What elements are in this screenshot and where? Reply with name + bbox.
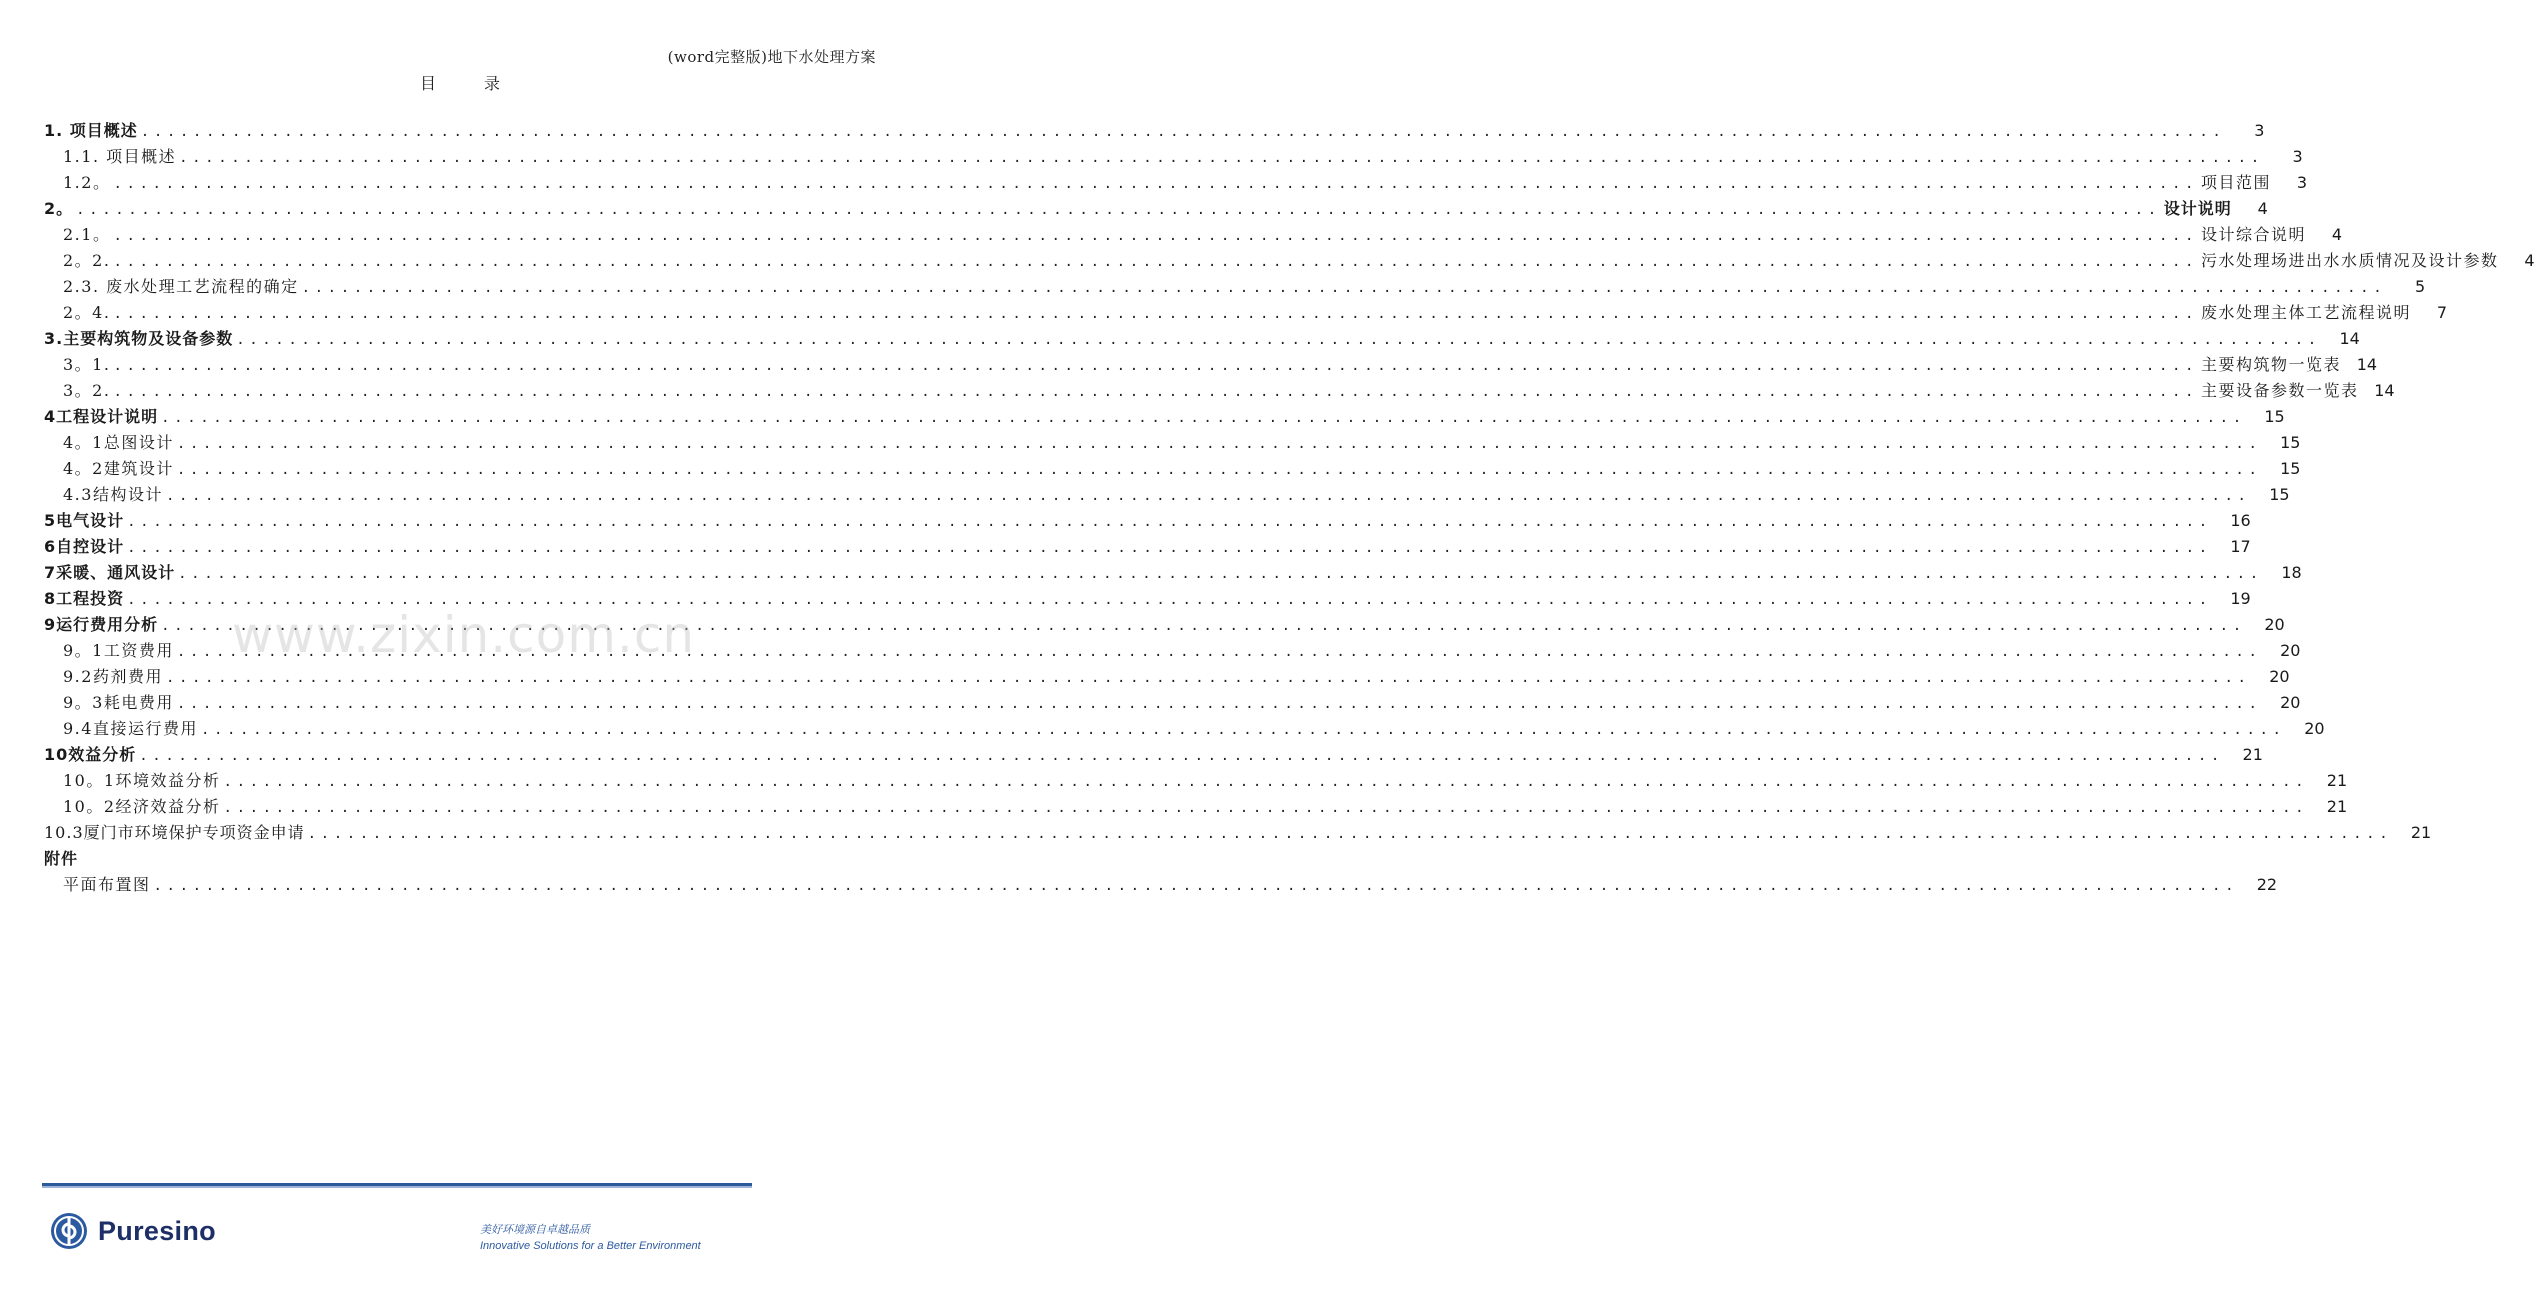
toc-page-number: 15 xyxy=(2264,407,2285,426)
toc-entry-title: 10。2经济效益分析 xyxy=(63,797,221,816)
toc-page-number: 14 xyxy=(2356,355,2378,374)
toc-leader-dots: ................................................................................................................................................................ xyxy=(223,774,2309,790)
toc-entry[interactable] xyxy=(44,508,2251,534)
toc-entry[interactable] xyxy=(44,846,779,872)
toc-leader-dots: ................................................................................................................................................................ xyxy=(176,644,2262,660)
toc-page-number: 15 xyxy=(2269,485,2290,504)
toc-entry[interactable] xyxy=(44,534,2251,560)
toc-entry-title: 4工程设计说明 xyxy=(44,407,159,426)
toc-entry-title: 10效益分析 xyxy=(44,745,137,764)
toc-leader-dots: ................................................................................................................................................................ xyxy=(140,124,2226,140)
toc-page-number: 22 xyxy=(2256,875,2278,894)
toc-leader-dots: ................................................................................................................................................................ xyxy=(178,566,2263,582)
toc-entry[interactable] xyxy=(44,820,2432,846)
toc-page-number: 20 xyxy=(2280,641,2301,660)
slogan-english: Innovative Solutions for a Better Environment xyxy=(480,1240,701,1252)
toc-entry-title: 1. 项目概述 xyxy=(44,121,138,140)
toc-entry[interactable] xyxy=(44,326,2360,352)
toc-page-number: 14 xyxy=(2374,381,2395,400)
toc-entry-title: 7采暖、通风设计 xyxy=(44,563,176,582)
brand-name: Puresino xyxy=(98,1215,216,1246)
table-of-contents xyxy=(44,118,2535,898)
toc-page-number: 20 xyxy=(2280,693,2301,712)
toc-leader-dots: ................................................................................................................................................................ xyxy=(113,306,2199,322)
toc-entry[interactable] xyxy=(44,196,2268,222)
toc-page-number: 16 xyxy=(2230,511,2251,530)
toc-page-number: 7 xyxy=(2436,303,2448,322)
toc-entry[interactable] xyxy=(44,222,2343,248)
toc-entry-subtitle: 污水处理场进出水水质情况及设计参数 xyxy=(2201,251,2499,270)
toc-entry-title: 3。1. xyxy=(63,355,111,374)
toc-entry-title: 3。2. xyxy=(63,381,111,400)
toc-leader-dots: ................................................................................................................................................................ xyxy=(113,228,2199,244)
toc-page-number: 21 xyxy=(2410,823,2432,842)
toc-leader-dots: ................................................................................................................................................................ xyxy=(301,280,2387,296)
toc-entry[interactable] xyxy=(44,170,2308,196)
toc-entry-subtitle: 项目范围 xyxy=(2201,173,2272,192)
toc-entry-title: 6自控设计 xyxy=(44,537,125,556)
toc-entry[interactable] xyxy=(44,378,2395,404)
toc-entry-title: 9.2药剂费用 xyxy=(63,667,163,686)
toc-page-number: 21 xyxy=(2326,797,2348,816)
toc-entry-subtitle: 主要设备参数一览表 xyxy=(2201,381,2359,400)
toc-page-number: 17 xyxy=(2230,537,2251,556)
toc-entry[interactable] xyxy=(44,274,2426,300)
toc-leader-dots: ................................................................................................................................................................ xyxy=(176,696,2262,712)
toc-page-number: 20 xyxy=(2304,719,2325,738)
toc-entry-title: 2。 xyxy=(44,199,74,218)
toc-entry-title: 2。4. xyxy=(63,303,111,322)
toc-page-number: 4 xyxy=(2524,251,2535,270)
slogan-chinese: 美好环境源自卓越品质 xyxy=(480,1223,590,1236)
toc-entry-title: 9。3耗电费用 xyxy=(63,693,174,712)
toc-leader-dots: ................................................................................................................................................................ xyxy=(179,150,2264,166)
toc-leader-dots: ................................................................................................................................................................ xyxy=(127,592,2212,608)
toc-entry-title: 平面布置图 xyxy=(63,875,151,894)
toc-entry-title: 10.3厦门市环境保护专项资金申请 xyxy=(44,823,305,842)
toc-page-number: 14 xyxy=(2339,329,2360,348)
toc-entry[interactable] xyxy=(44,664,2290,690)
toc-entry-title: 2.3. 废水处理工艺流程的确定 xyxy=(63,277,299,296)
toc-page-number: 3 xyxy=(2254,121,2265,140)
toc-leader-dots: ................................................................................................................................................................ xyxy=(161,618,2246,634)
toc-entry-title: 2.1。 xyxy=(63,225,111,244)
toc-entry-title: 9.4直接运行费用 xyxy=(63,719,198,738)
toc-leader-dots: ................................................................................................................................................................ xyxy=(113,358,2199,374)
toc-page-number: 15 xyxy=(2280,459,2301,478)
document-header: (word完整版)地下水处理方案 xyxy=(667,48,876,66)
toc-entry-subtitle: 主要构筑物一览表 xyxy=(2201,355,2342,374)
toc-leader-dots: ................................................................................................................................................................ xyxy=(165,488,2251,504)
toc-entry-title: 4。2建筑设计 xyxy=(63,459,174,478)
toc-entry-title: 1.1. 项目概述 xyxy=(63,147,177,166)
toc-leader-dots: ................................................................................................................................................................ xyxy=(76,202,2161,218)
toc-page-number: 4 xyxy=(2331,225,2343,244)
toc-entry-subtitle: 废水处理主体工艺流程说明 xyxy=(2201,303,2412,322)
toc-entry-title: 9运行费用分析 xyxy=(44,615,159,634)
toc-leader-dots: ................................................................................................................................................................ xyxy=(113,176,2199,192)
toc-entry[interactable] xyxy=(44,300,2448,326)
toc-leader-dots: ................................................................................................................................................................ xyxy=(200,722,2286,738)
toc-entry-title: 附件 xyxy=(44,849,79,868)
toc-page-number: 21 xyxy=(2326,771,2348,790)
toc-leader-dots: ................................................................................................................................................................ xyxy=(139,748,2224,764)
toc-page-number: 3 xyxy=(2296,173,2308,192)
toc-title: 目录 xyxy=(419,74,548,93)
toc-leader-dots: ................................................................................................................................................................ xyxy=(127,514,2212,530)
toc-page-number: 21 xyxy=(2242,745,2263,764)
watermark: www.zixin.com.cn xyxy=(232,606,696,664)
toc-leader-dots: ................................................................................................................................................................ xyxy=(236,332,2321,348)
toc-entry-title: 4.3结构设计 xyxy=(63,485,163,504)
toc-entry[interactable] xyxy=(44,118,2265,144)
toc-entry[interactable] xyxy=(44,690,2301,716)
toc-leader-dots: ................................................................................................................................................................ xyxy=(223,800,2309,816)
toc-page-number: 18 xyxy=(2281,563,2302,582)
toc-entry[interactable] xyxy=(44,716,2325,742)
toc-entry[interactable] xyxy=(44,430,2301,456)
toc-entry[interactable] xyxy=(44,794,2348,820)
toc-page-number: 20 xyxy=(2264,615,2285,634)
toc-entry[interactable] xyxy=(44,742,2263,768)
toc-entry[interactable] xyxy=(44,248,2535,274)
toc-entry[interactable] xyxy=(44,560,2302,586)
toc-entry[interactable] xyxy=(44,352,2378,378)
toc-entry-title: 5电气设计 xyxy=(44,511,125,530)
toc-entry-title: 8工程投资 xyxy=(44,589,125,608)
toc-page-number: 15 xyxy=(2280,433,2301,452)
toc-leader-dots: ................................................................................................................................................................ xyxy=(176,436,2262,452)
toc-page-number: 20 xyxy=(2269,667,2290,686)
toc-entry-title: 4。1总图设计 xyxy=(63,433,174,452)
toc-leader-dots: ................................................................................................................................................................ xyxy=(176,462,2262,478)
puresino-logo-icon xyxy=(50,1212,88,1250)
toc-entry-title: 1.2。 xyxy=(63,173,111,192)
footer-logo xyxy=(50,1212,216,1250)
toc-entry-title: 3.主要构筑物及设备参数 xyxy=(44,329,234,348)
toc-entry[interactable] xyxy=(44,456,2301,482)
footer-divider xyxy=(42,1183,752,1188)
toc-page-number: 19 xyxy=(2230,589,2251,608)
toc-leader-dots: ................................................................................................................................................................ xyxy=(165,670,2251,686)
toc-page-number: 3 xyxy=(2292,147,2303,166)
toc-leader-dots: ................................................................................................................................................................ xyxy=(307,826,2393,842)
toc-entry[interactable] xyxy=(44,872,2278,898)
toc-entry-title: 9。1工资费用 xyxy=(63,641,174,660)
toc-entry-title: 2。2. xyxy=(63,251,111,270)
toc-page-number: 5 xyxy=(2415,277,2426,296)
toc-leader-dots: ................................................................................................................................................................ xyxy=(161,410,2246,426)
footer-slogan xyxy=(480,1222,701,1254)
toc-entry[interactable] xyxy=(44,482,2290,508)
toc-entry-subtitle: 设计说明 xyxy=(2163,199,2232,218)
toc-entry[interactable] xyxy=(44,404,2285,430)
toc-leader-dots: ................................................................................................................................................................ xyxy=(113,254,2199,270)
toc-leader-dots: ................................................................................................................................................................ xyxy=(153,878,2239,894)
toc-entry[interactable] xyxy=(44,144,2303,170)
toc-entry[interactable] xyxy=(44,768,2348,794)
toc-page-number: 4 xyxy=(2257,199,2268,218)
toc-leader-dots: ................................................................................................................................................................ xyxy=(113,384,2199,400)
toc-entry-subtitle: 设计综合说明 xyxy=(2201,225,2307,244)
toc-entry-title: 10。1环境效益分析 xyxy=(63,771,221,790)
toc-leader-dots: ................................................................................................................................................................ xyxy=(127,540,2212,556)
